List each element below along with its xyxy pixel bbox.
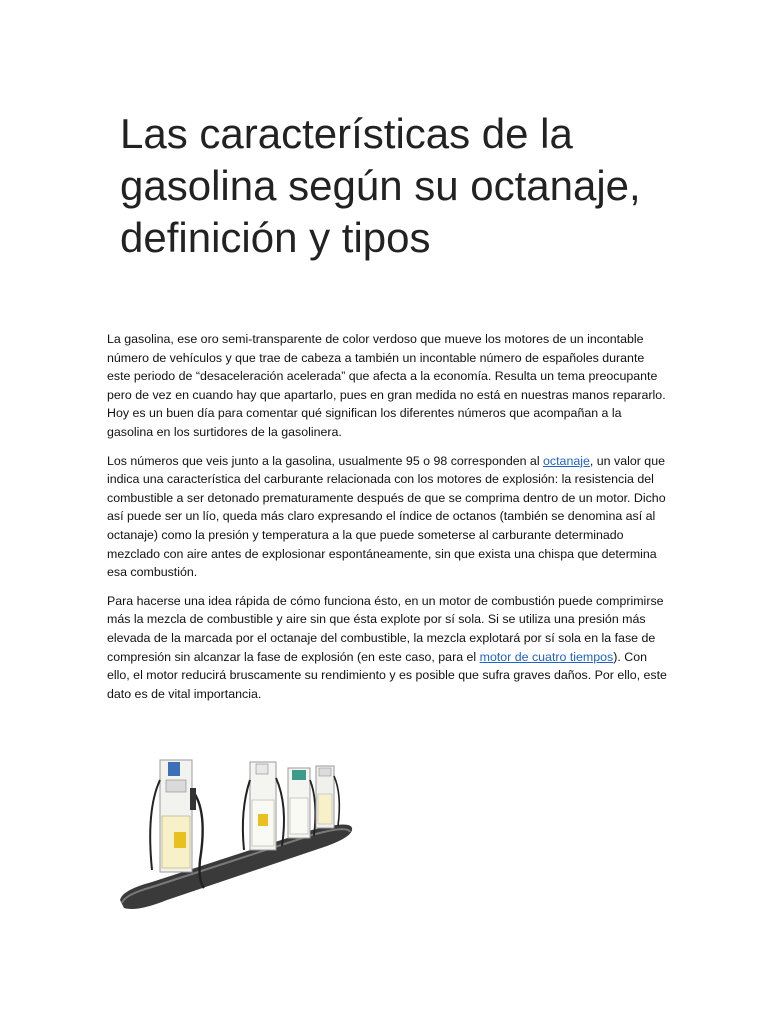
- motor-cuatro-tiempos-link[interactable]: motor de cuatro tiempos: [479, 649, 614, 664]
- paragraph-2-text-a: Los números que veis junto a la gasolina, usualmente 95 o 98 corresponden al: [107, 453, 544, 468]
- article-body: [107, 330, 667, 713]
- paragraph-2-text-b: , un valor que indica una característica del carburante relacionada con los motores de explosión: la resistencia del combustible a ser detonado prematuramente después de que se comprima dentro de un motor. Dicho así puede ser un lío, queda más claro expresando el índice de octanos (también se denomina así al octanaje) como la presión y temperatura a la que puede someterse al carburante determinado mezclado con aire antes de explosionar espontáneamente, sin que exista una chispa que determina esa combustión.: [107, 453, 666, 580]
- paragraph-3: [107, 592, 667, 704]
- paragraph-2: [107, 452, 667, 582]
- paragraph-1: La gasolina, ese oro semi-transparente de color verdoso que mueve los motores de un incontable número de vehículos y que trae de cabeza a también un incontable número de españoles durante este periodo de “desaceleración acelerada” que afecta a la economía. Resulta un tema preocupante pero de vez en cuando hay que apartarlo, pues en gran medida no está en nuestras manos repararlo. Hoy es un buen día para comentar qué significan los diferentes números que acompañan a la gasolina en los surtidores de la gasolinera.: [107, 332, 666, 439]
- paragraph-3-text-a: Para hacerse una idea rápida de cómo funciona ésto, en un motor de combustión puede comprimirse más la mezcla de combustible y aire sin que ésta explote por sí sola. Si se utiliza una presión más elevada de la marcada por el octanaje del combustible, la mezcla explotará por sí sola en la fase de compresión sin alcanzar la fase de explosión (en este caso, para el: [107, 593, 664, 664]
- page-title: Las características de la gasolina según su octanaje, definición y tipos: [120, 110, 641, 261]
- paragraph-3-text-b: ). Con ello, el motor reducirá bruscamente su rendimiento y es posible que sufra graves daños. Por ello, este dato es de vital importancia.: [107, 649, 667, 701]
- gas-pumps-photo: [112, 750, 362, 915]
- octanaje-link[interactable]: octanaje: [543, 453, 590, 468]
